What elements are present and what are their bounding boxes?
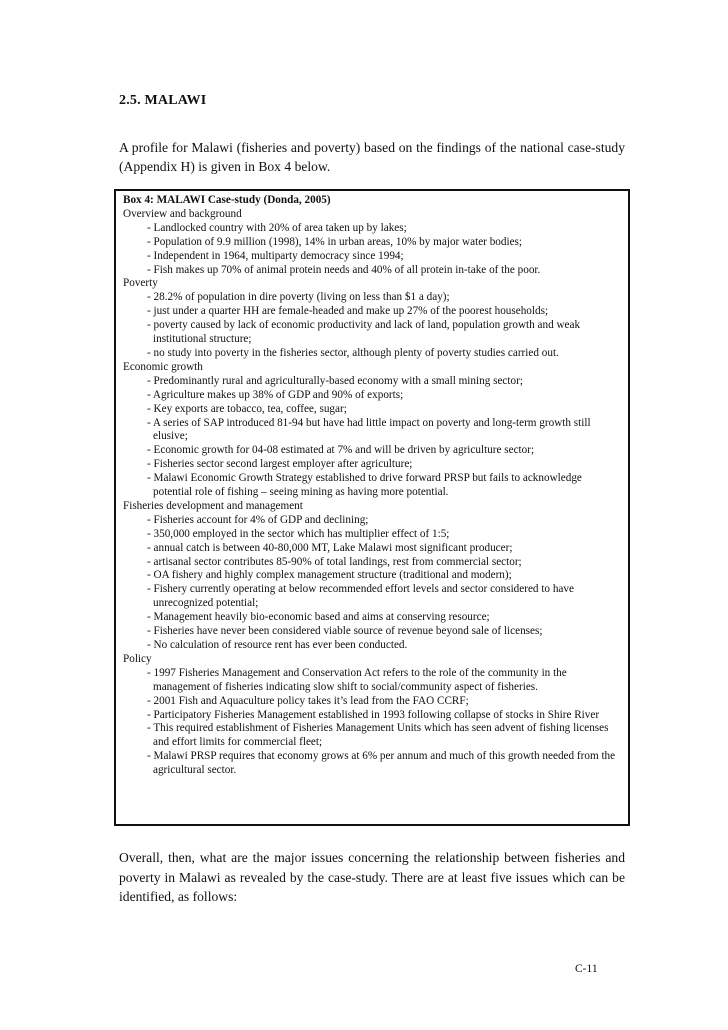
list-item: - Fish makes up 70% of animal protein needs and 40% of all protein in-take of the poor. <box>147 263 541 276</box>
list-item: - Landlocked country with 20% of area taken up by lakes; <box>147 221 407 234</box>
section-overview <box>123 208 622 278</box>
list-item: - Agriculture makes up 38% of GDP and 90% of exports; <box>147 388 404 401</box>
list-item: - No calculation of resource rent has ever been conducted. <box>147 639 408 651</box>
outro-paragraph: Overall, then, what are the major issues concerning the relationship between fisheries and poverty in Malawi as revealed by the case-study. There are at least five issues which can be identified, as follows: <box>119 850 625 904</box>
list-item: - Management heavily bio-economic based and aims at conserving resource; <box>147 611 490 624</box>
section-economic-growth <box>123 361 622 500</box>
section-policy <box>123 653 622 778</box>
list-item: - Economic growth for 04-08 estimated at 7% and will be driven by agriculture sector; <box>147 444 535 457</box>
list-item: - 350,000 employed in the sector which has multiplier effect of 1:5; <box>147 527 450 540</box>
list-item: - Participatory Fisheries Management established in 1993 following collapse of stocks in Shire River <box>147 708 600 721</box>
list-item: - Key exports are tobacco, tea, coffee, sugar; <box>147 402 347 415</box>
section-title: Policy <box>123 652 152 665</box>
list-item: - Predominantly rural and agriculturally-based economy with a small mining sector; <box>147 374 523 387</box>
list-item: - 2001 Fish and Aquaculture policy takes it’s lead from the FAO CCRF; <box>147 694 469 707</box>
section-title: Poverty <box>123 277 158 290</box>
list-item: - annual catch is between 40-80,000 MT, Lake Malawi most significant producer; <box>147 541 513 554</box>
section-title: Economic growth <box>123 360 203 373</box>
list-item: - A series of SAP introduced 81-94 but have had little impact on poverty and long-term growth still elusive; <box>147 416 591 443</box>
list-item: - 1997 Fisheries Management and Conservation Act refers to the role of the community in the management of fisheries indicating slow shift to social/community aspect of fisheries. <box>147 666 567 693</box>
list-item: - Malawi Economic Growth Strategy established to drive forward PRSP but fails to acknowledge potential role of fishing – seeing mining as having more potential. <box>147 472 582 499</box>
list-item: - 28.2% of population in dire poverty (living on less than $1 a day); <box>147 291 450 304</box>
intro-paragraph: A profile for Malawi (fisheries and poverty) based on the findings of the national case-study (Appendix H) is given in Box 4 below. <box>119 140 625 174</box>
section-fisheries <box>123 500 622 653</box>
list-item: - Fisheries have never been considered viable source of revenue beyond sale of licenses; <box>147 625 543 638</box>
section-heading: 2.5. MALAWI <box>119 93 207 108</box>
section-title: Fisheries development and management <box>123 499 303 512</box>
list-item: - poverty caused by lack of economic productivity and lack of land, population growth and weak institutional structure; <box>147 319 581 346</box>
list-item: - artisanal sector contributes 85-90% of total landings, rest from commercial sector; <box>147 555 522 568</box>
list-item: - Independent in 1964, multiparty democracy since 1994; <box>147 249 404 262</box>
list-item: - no study into poverty in the fisheries sector, although plenty of poverty studies carried out. <box>147 346 559 359</box>
list-item: - Population of 9.9 million (1998), 14% in urban areas, 10% by major water bodies; <box>147 235 523 248</box>
page-number: C-11 <box>575 963 598 975</box>
list-item: - Fisheries account for 4% of GDP and declining; <box>147 513 369 526</box>
section-title: Overview and background <box>123 207 242 220</box>
list-item: - just under a quarter HH are female-headed and make up 27% of the poorest households; <box>147 305 549 318</box>
list-item: - OA fishery and highly complex management structure (traditional and modern); <box>147 569 512 582</box>
list-item: - Fisheries sector second largest employer after agriculture; <box>147 458 413 471</box>
list-item: - Fishery currently operating at below recommended effort levels and sector considered to have unrecognized potential; <box>147 583 574 610</box>
list-item: - This required establishment of Fisheries Management Units which has seen advent of fishing licenses and effort limits for commercial fleet; <box>147 722 609 749</box>
section-poverty <box>123 277 622 360</box>
box-title: Box 4: MALAWI Case-study (Donda, 2005) <box>123 194 331 206</box>
case-study-box <box>114 189 630 826</box>
list-item: - Malawi PRSP requires that economy grows at 6% per annum and much of this growth needed from the agricultural sector. <box>147 750 616 777</box>
